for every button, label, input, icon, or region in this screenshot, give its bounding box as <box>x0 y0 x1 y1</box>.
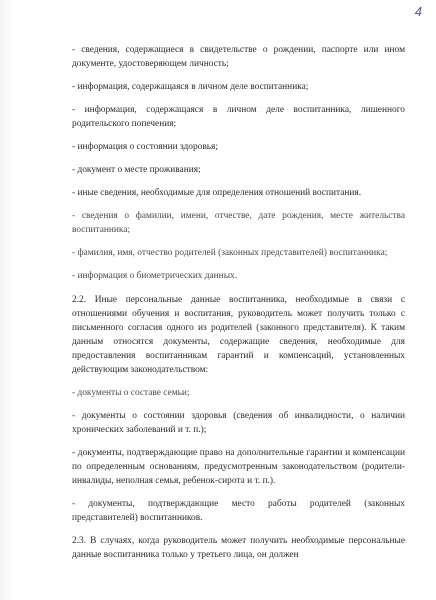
list-item-residence-document: - документ о месте проживания; <box>72 165 201 175</box>
page-number: 4 <box>414 4 422 19</box>
section-2-3: 2.3. В случаях, когда руководитель может получить необходимые персональные данные воспитанника только у третьего лица, он должен <box>72 536 405 560</box>
list-item-health-documents: - документы о состоянии здоровья (сведения об инвалидности, о наличии хронических заболеваний и т. п.); <box>72 411 405 435</box>
list-item-other-info: - иные сведения, необходимые для определения отношений воспитания. <box>72 188 362 198</box>
list-item-parental-care: - информация, содержащаяся в личном деле воспитанника, лишенного родительского попечения; <box>72 105 405 129</box>
list-item-parents-names: - фамилия, имя, отчество родителей (законных представителей) воспитанника; <box>72 248 388 258</box>
list-item-family-composition: - документы о составе семьи; <box>72 388 190 398</box>
list-item-name-birth-residence: - сведения о фамилии, имени, отчестве, дате рождения, месте жительства воспитанника; <box>72 211 405 235</box>
section-2-2: 2.2. Иные персональные данные воспитанника, необходимые в связи с отношениями обучения и воспитания, руководитель может получить только с письменного согласия одного из родителей (законного представителя). К таким данным относятся документы, содержащие сведения, необходимые для предоставления воспитанникам гарантий и компенсаций, установленных действующим законодательством: <box>72 295 405 375</box>
list-item-parents-workplace: - документы, подтверждающие место работы родителей (законных представителей) воспитанников. <box>72 499 405 523</box>
list-item-health-info: - информация о состоянии здоровья; <box>72 142 218 152</box>
list-item-additional-guarantees: - документы, подтверждающие право на дополнительные гарантии и компенсации по определенным основаниям, предусмотренным законодательством (родители-инвалиды, неполная семья, ребенок-сирота и т. п.). <box>72 448 405 486</box>
list-item-personal-file: - информация, содержащаяся в личном деле воспитанника; <box>72 82 309 92</box>
document-body <box>72 43 405 571</box>
list-item-birth-certificate: - сведения, содержащиеся в свидетельстве о рождении, паспорте или ином документе, удостоверяющем личность; <box>72 45 405 69</box>
list-item-biometric-data: - информация о биометрических данных. <box>72 271 238 281</box>
